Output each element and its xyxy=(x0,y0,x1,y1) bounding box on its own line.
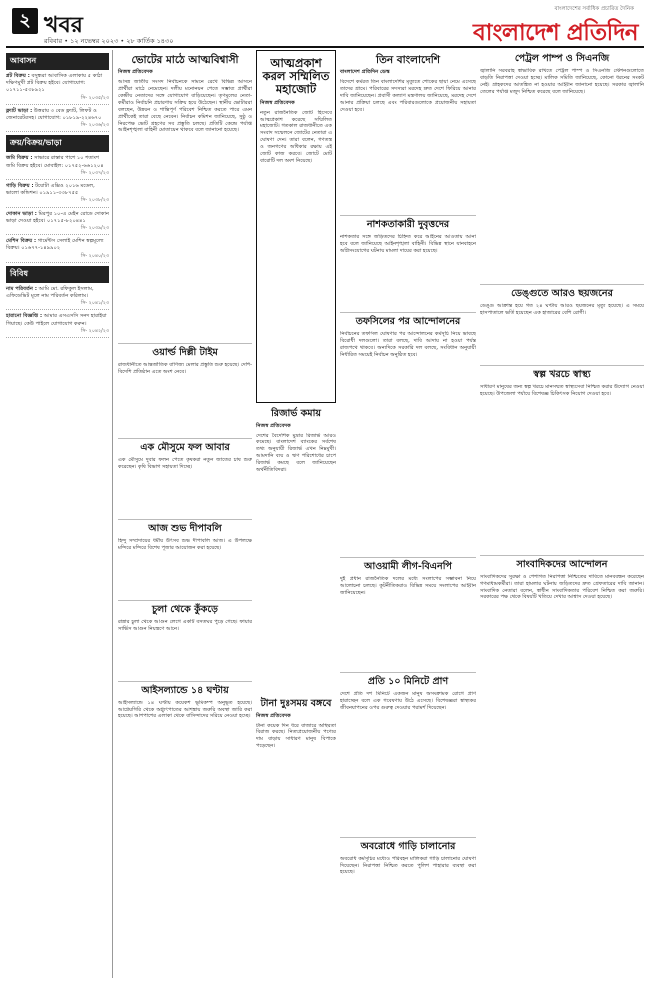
classified-ad-text: সাভারে রাস্তার পাশে ১০ শতাংশ জমি বিক্রয় হইবে। মোবাইল: ০১৭৫২-৬৬১২০৪ xyxy=(6,155,104,169)
classified-ad-text: বসুন্ধরা আবাসিক এলাকায় ৫ কাঠা দক্ষিণমুখী প্লট বিক্রয় হইবে। যোগাযোগ: ০১৭১১-৫৩৮৯২১ xyxy=(6,73,103,94)
divider xyxy=(340,557,476,558)
story-health-cost xyxy=(480,370,644,549)
story-body: রান্নার চুলা থেকে আগুন লেগে একটি বসতঘর পুড়ে গেছে। ফায়ার সার্ভিস আগুন নিয়ন্ত্রণে আনে। xyxy=(118,618,252,632)
story-body: ডেঙ্গু আক্রান্ত হয়ে গত ২৪ ঘণ্টায় আরও ছয়জনের মৃত্যু হয়েছে। এ সময়ে হাসপাতালে ভর্তি হয়েছেন এক হাজারের বেশি রোগী। xyxy=(480,302,644,316)
classified-section-trade xyxy=(6,135,112,262)
divider xyxy=(340,312,476,313)
divider xyxy=(118,600,252,601)
story-headline[interactable]: ওয়ার্ল্ড দিল্লী টাইম xyxy=(152,347,218,359)
story-headline[interactable]: আজ শুভ দীপাবলি xyxy=(148,522,222,534)
story-headline[interactable]: এক মৌসুমে ফল আবার xyxy=(140,441,230,453)
story-petrol-cng xyxy=(480,54,644,278)
classified-ad-text: গার্মেন্টস সেলাই মেশিন স্বল্পমূল্যে বিক্রয়। ০১৬৭৭-১৪৯৯০২ xyxy=(6,238,104,252)
story-body: অবরোধ কর্মসূচির মধ্যেও পরিবহন মালিকরা গাড়ি চালানোর ঘোষণা দিয়েছেন। নিরাপত্তা নিশ্চিত করতে পুলিশ পাহারার ব্যবস্থা করা হয়েছে। xyxy=(340,855,476,876)
masthead xyxy=(6,4,644,56)
classified-ad-code: সি- ২০৩৫/২৩ xyxy=(80,95,109,101)
classified-ad-title: মেশিন বিক্রয় : xyxy=(6,238,37,245)
classified-ad-code: সি- ২০৪২/২৩ xyxy=(80,328,109,334)
story-three-bangladeshi xyxy=(340,54,476,209)
classified-ad xyxy=(6,211,109,236)
story-body: নাশকতার সঙ্গে জড়িতদের চিহ্নিত করে আইনের আওতায় আনা হবে বলে জানিয়েছে আইনশৃঙ্খলা বাহিনী। বিভিন্ন স্থানে যানবাহনে অগ্নিসংযোগের ঘটনায় মামলা দায়ের করা হয়েছে। xyxy=(340,233,476,254)
classified-ad-title: জমি বিক্রয় : xyxy=(6,155,33,162)
column-a xyxy=(118,50,252,978)
story-alliance xyxy=(256,50,336,403)
story-headline[interactable]: আওয়ামী লীগ-বিএনপি xyxy=(364,560,452,572)
story-trade-fair xyxy=(118,348,252,432)
classified-ad xyxy=(6,73,109,105)
section-title: খবর xyxy=(44,13,83,38)
story-body: বিদেশে কর্মরত তিন বাংলাদেশির মৃত্যুতে শোকের ছায়া নেমে এসেছে তাদের গ্রামে। পরিবারের সদস্যরা মরদেহ দ্রুত দেশে ফিরিয়ে আনার দাবি জানিয়েছেন। প্রবাসী কল্যাণ মন্ত্রণালয় জানিয়েছে, মরদেহ দেশে আনার প্রক্রিয়া চলছে এবং পরিবারগুলোকে প্রয়োজনীয় সহায়তা দেওয়া হবে। xyxy=(340,79,476,113)
story-body: সাংবাদিকদের সুরক্ষা ও পেশাগত নিরাপত্তা নিশ্চিতের দাবিতে মানববন্ধন করেছেন গণমাধ্যমকর্মীরা। তারা হামলার ঘটনায় জড়িতদের দ্রুত গ্রেফতারের দাবি জানান। সাংবাদিক নেতারা বলেন, স্বাধীন সাংবাদিকতার পরিবেশ নিশ্চিত করা জরুরি। সরকারের পক্ষ থেকে বিষয়টি খতিয়ে দেখার আশ্বাস দেওয়া হয়েছে। xyxy=(480,573,644,601)
classified-heading: ক্রয়/বিক্রয়/ভাড়া xyxy=(6,135,109,152)
story-journalists xyxy=(480,560,644,954)
classified-section-misc xyxy=(6,266,112,338)
story-byline: নিজস্ব প্রতিবেদক xyxy=(118,69,153,76)
story-body: রাজধানীতে আন্তর্জাতিক বাণিজ্য মেলার প্রস্তুতি শুরু হয়েছে। দেশি-বিদেশি প্রতিষ্ঠান এতে অংশ নেবে। xyxy=(118,361,252,375)
classified-ad-text: মিরপুর ১০-এ মেইন রোডে দোকান ভাড়া দেওয়া হইবে। ০১৭১৫-৮২০৪৪১ xyxy=(6,210,109,224)
story-headline[interactable]: নাশকতাকারী দুবৃত্তদের xyxy=(366,219,450,231)
story-body: নির্বাচনের তফসিল ঘোষণার পর আন্দোলনের কর্মসূচি নিয়ে ভাবছে বিরোধী দলগুলো। তারা বলছে, দাবি আদায় না হওয়া পর্যন্ত রাজপথে থাকবে। অন্যদিকে সরকারি দল বলছে, সংবিধান অনুযায়ী নির্ধারিত সময়েই নির্বাচন অনুষ্ঠিত হবে। xyxy=(340,330,476,358)
classified-ad xyxy=(6,155,109,180)
date-line: রবিবার • ১২ নভেম্বর ২০২৩ • ২৮ কার্তিক ১৪৩০ xyxy=(44,37,174,45)
classified-ad-code: সি- ২০৪১/২৩ xyxy=(80,301,109,307)
classified-ad xyxy=(6,108,109,133)
classified-ad-title: ফ্ল্যাট ভাড়া : xyxy=(6,107,33,114)
column-b xyxy=(256,50,336,978)
story-byline: বাংলাদেশ প্রতিদিন ডেস্ক xyxy=(340,69,390,76)
logo-tagline: বাংলাদেশের সর্বাধিক প্রচারিত দৈনিক xyxy=(554,6,634,12)
classified-ad-title: দোকান ভাড়া : xyxy=(6,210,37,217)
masthead-rule xyxy=(6,46,644,48)
story-schedule-movement xyxy=(340,317,476,551)
story-body: এক মৌসুমে দুবার ফলন পেতে কৃষকরা নতুন জাতের চাষ শুরু করেছেন। কৃষি বিভাগ সহায়তা দিচ্ছে। xyxy=(118,456,252,470)
story-headline[interactable]: প্রতি ১০ মিনিটে প্রাণ xyxy=(367,675,449,687)
story-byline: নিজস্ব প্রতিবেদক xyxy=(260,99,295,106)
classified-ad xyxy=(6,183,109,208)
divider xyxy=(480,284,644,285)
divider xyxy=(340,215,476,216)
story-market xyxy=(256,699,336,923)
story-body: দেশের বৈদেশিক মুদ্রার রিজার্ভ আরও কমেছে। বাংলাদেশ ব্যাংকের সর্বশেষ তথ্য অনুযায়ী রিজার্ভ এখন নিম্নমুখী। আমদানি ব্যয় ও ঋণ পরিশোধের চাপে রিজার্ভ কমছে বলে জানিয়েছেন অর্থনীতিবিদরা। xyxy=(256,432,336,474)
page-number: ২ xyxy=(12,8,38,34)
classified-ad-title: গাড়ি বিক্রয় : xyxy=(6,183,34,190)
divider xyxy=(118,343,252,344)
story-body: সাধারণ মানুষের জন্য স্বল্প খরচে মানসম্মত স্বাস্থ্যসেবা নিশ্চিত করার উদ্যোগ নেওয়া হয়েছে। উপজেলা পর্যায়ে বিশেষজ্ঞ চিকিৎসক নিয়োগ দেওয়া হবে। xyxy=(480,383,644,397)
classified-heading: বিবিধ xyxy=(6,266,109,283)
story-body: নতুন রাজনৈতিক জোট হিসেবে আত্মপ্রকাশ করেছে সম্মিলিত মহাজোট। গতকাল রাজধানীতে এক সংবাদ সম্মেলনে জোটের নেতারা এ ঘোষণা দেন। তারা বলেন, গণতন্ত্র ও জনগণের অধিকার রক্ষায় এই জোট কাজ করবে। জোটে মোট বারোটি দল অংশ নিয়েছে। xyxy=(260,109,332,164)
column-d xyxy=(480,50,644,978)
story-dengue xyxy=(480,289,644,359)
story-byline: নিজস্ব প্রতিবেদক xyxy=(256,422,291,429)
story-blockade-transport xyxy=(340,842,476,896)
story-headline[interactable]: অবরোধে গাড়ি চালানোর xyxy=(360,840,456,852)
classified-heading: আবাসন xyxy=(6,53,109,70)
story-headline[interactable]: টানা দুঃসময় বঙ্গবে xyxy=(260,697,332,709)
story-body: আসন্ন জাতীয় সংসদ নির্বাচনকে সামনে রেখে বিভিন্ন আসনে প্রার্থীরা মাঠে নেমেছেন। দলীয় মনোনয়ন পেতে সম্ভাব্য প্রার্থীরা কেন্দ্রীয় নেতাদের সঙ্গে যোগাযোগ বাড়িয়েছেন। তৃণমূলের নেতা-কর্মীরাও নির্বাচনি প্রচারণায় সক্রিয় হয়ে উঠেছেন। স্থানীয় ভোটাররা বলছেন, উন্নয়ন ও শান্তিপূর্ণ পরিবেশ নিশ্চিত করতে পারে এমন প্রার্থীকেই তারা বেছে নেবেন। নির্বাচন কমিশন জানিয়েছে, সুষ্ঠু ও নিরপেক্ষ ভোট গ্রহণের সব প্রস্তুতি চলছে। প্রতিটি কেন্দ্রে পর্যাপ্ত আইনশৃঙ্খলা বাহিনী মোতায়েন থাকবে বলে জানানো হয়েছে। xyxy=(118,79,252,134)
story-headline[interactable]: তিন বাংলাদেশি xyxy=(375,54,441,66)
classified-ad-text: উত্তরায় ৩ বেড ফ্ল্যাট, লিফট ও জেনারেটরসহ। যোগাযোগ: ০১৮১৯-২২৪৬৭০ xyxy=(6,107,102,122)
story-diwali xyxy=(118,524,252,594)
classified-ad-text: আমার এসএসসি সনদ হারাইয়া গিয়াছে। কেউ পাইলে যোগাযোগ করুন। xyxy=(6,313,107,327)
classified-ad-code: সি- ২০৩৭/২৩ xyxy=(80,170,109,176)
story-reserve xyxy=(256,409,336,693)
story-body: আইসল্যান্ডে ১৪ ঘণ্টায় কয়েকশ ভূমিকম্প অনুভূত হয়েছে। আগ্নেয়গিরি থেকে অগ্ন্যুৎপাতের আশঙ্কায় জরুরি অবস্থা জারি করা হয়েছে। আশপাশের এলাকা থেকে বাসিন্দাদের সরিয়ে নেওয়া হচ্ছে। xyxy=(118,699,252,720)
story-iceland xyxy=(118,686,252,820)
classified-ad xyxy=(6,238,109,263)
story-body: টানা কয়েক দিন ধরে বাজারে অস্থিরতা বিরাজ করছে। নিত্যপ্রয়োজনীয় পণ্যের দাম বাড়ায় সাধারণ মানুষ বিপাকে পড়েছেন। xyxy=(256,722,336,750)
story-headline[interactable]: পেট্রল পাম্প ও সিএনজি xyxy=(514,53,610,64)
classified-ad-code: সি- ২০৩৮/২৩ xyxy=(80,198,109,204)
classified-ad xyxy=(6,286,109,311)
classified-section-housing xyxy=(6,53,112,132)
story-headline[interactable]: রিজার্ভ কমায় xyxy=(271,407,321,419)
classified-ad-code: সি- ২০৩৯/২৩ xyxy=(80,226,109,232)
story-every-ten-minutes xyxy=(340,677,476,831)
story-vote xyxy=(118,54,252,337)
column-c xyxy=(340,50,476,978)
story-body: জ্বালানি সরবরাহ স্বাভাবিক রাখতে পেট্রল পাম্প ও সিএনজি স্টেশনগুলোতে বাড়তি নিরাপত্তা দেওয়া হচ্ছে। মালিক সমিতি জানিয়েছে, কোনো ধরনের সংকট নেই। গ্রাহকদের আতঙ্কিত না হওয়ার আহ্বান জানানো হয়েছে। সরকার জ্বালানি তেলের পর্যাপ্ত মজুদ নিশ্চিত করেছে বলে জানিয়েছে। xyxy=(480,67,644,95)
story-sabotage xyxy=(340,220,476,306)
classified-ad-title: নাম পরিবর্তন : xyxy=(6,285,37,292)
story-headline[interactable]: চুলা থেকে কুঁকড়ে xyxy=(152,603,218,615)
divider xyxy=(480,555,644,556)
classified-ad-code: সি- ২০৪০/২৩ xyxy=(80,253,109,259)
story-al-bnp xyxy=(340,562,476,666)
classifieds-sidebar xyxy=(6,50,113,978)
story-headline[interactable]: তফসিলের পর আন্দোলনের xyxy=(355,315,461,327)
story-body: দুই প্রধান রাজনৈতিক দলের মধ্যে সংলাপের সম্ভাবনা নিয়ে আলোচনা চলছে। কূটনীতিকরাও বিভিন্ন সময়ে সংলাপের আহ্বান জানিয়েছেন। xyxy=(340,575,476,596)
classified-ad-text: আমি মো. রফিকুল ইসলাম, এফিডেভিট মূলে নাম পরিবর্তন করিলাম। xyxy=(6,285,94,300)
story-headline[interactable]: আত্মপ্রকাশ করল সম্মিলিত মহাজোট xyxy=(262,56,330,97)
divider xyxy=(118,681,252,682)
divider xyxy=(480,365,644,366)
divider xyxy=(340,837,476,838)
classified-ad xyxy=(6,313,109,338)
story-fruit xyxy=(118,443,252,513)
classified-ad-title: হারানো বিজ্ঞপ্তি : xyxy=(6,313,43,320)
story-body: দেশে প্রতি দশ মিনিটে একজন মানুষ অসংক্রামক রোগে প্রাণ হারাচ্ছেন বলে এক গবেষণায় উঠে এসেছে। বিশেষজ্ঞরা স্বাস্থ্যকর জীবনযাপনের ওপর গুরুত্ব দেওয়ার পরামর্শ দিয়েছেন। xyxy=(340,690,476,711)
classified-ad-code: সি- ২০৩৬/২৩ xyxy=(80,123,109,129)
story-headline[interactable]: আইসল্যান্ডে ১৪ ঘণ্টায় xyxy=(141,684,229,696)
classified-ad-text: টয়োটা এক্সিও ২০১৬ মডেল, ভালো কন্ডিশন। ০১৯১১-৩৩৮৭৫৫ xyxy=(6,183,95,197)
story-byline: নিজস্ব প্রতিবেদক xyxy=(256,712,291,719)
story-headline[interactable]: ডেঙ্গুতে আরও ছয়জনের xyxy=(511,287,613,299)
story-body: হিন্দু সম্প্রদায়ের ধর্মীয় উৎসব শুভ দীপাবলি আজ। এ উপলক্ষে মন্দিরে মন্দিরে বিশেষ পূজার আয়োজন করা হয়েছে। xyxy=(118,537,252,551)
story-headline[interactable]: ভোটের মাঠে আত্মবিশ্বাসী xyxy=(131,54,239,66)
newspaper-logo[interactable]: বাংলাদেশ প্রতিদিন xyxy=(472,19,638,46)
divider xyxy=(340,672,476,673)
divider xyxy=(118,519,252,520)
story-headline[interactable]: সাংবাদিকদের আন্দোলন xyxy=(516,558,608,570)
story-stove-fire xyxy=(118,605,252,675)
classified-ad-title: প্লট বিক্রয় : xyxy=(6,73,30,79)
divider xyxy=(118,438,252,439)
story-headline[interactable]: স্বল্প খরচে স্বাস্থ্য xyxy=(533,368,591,380)
